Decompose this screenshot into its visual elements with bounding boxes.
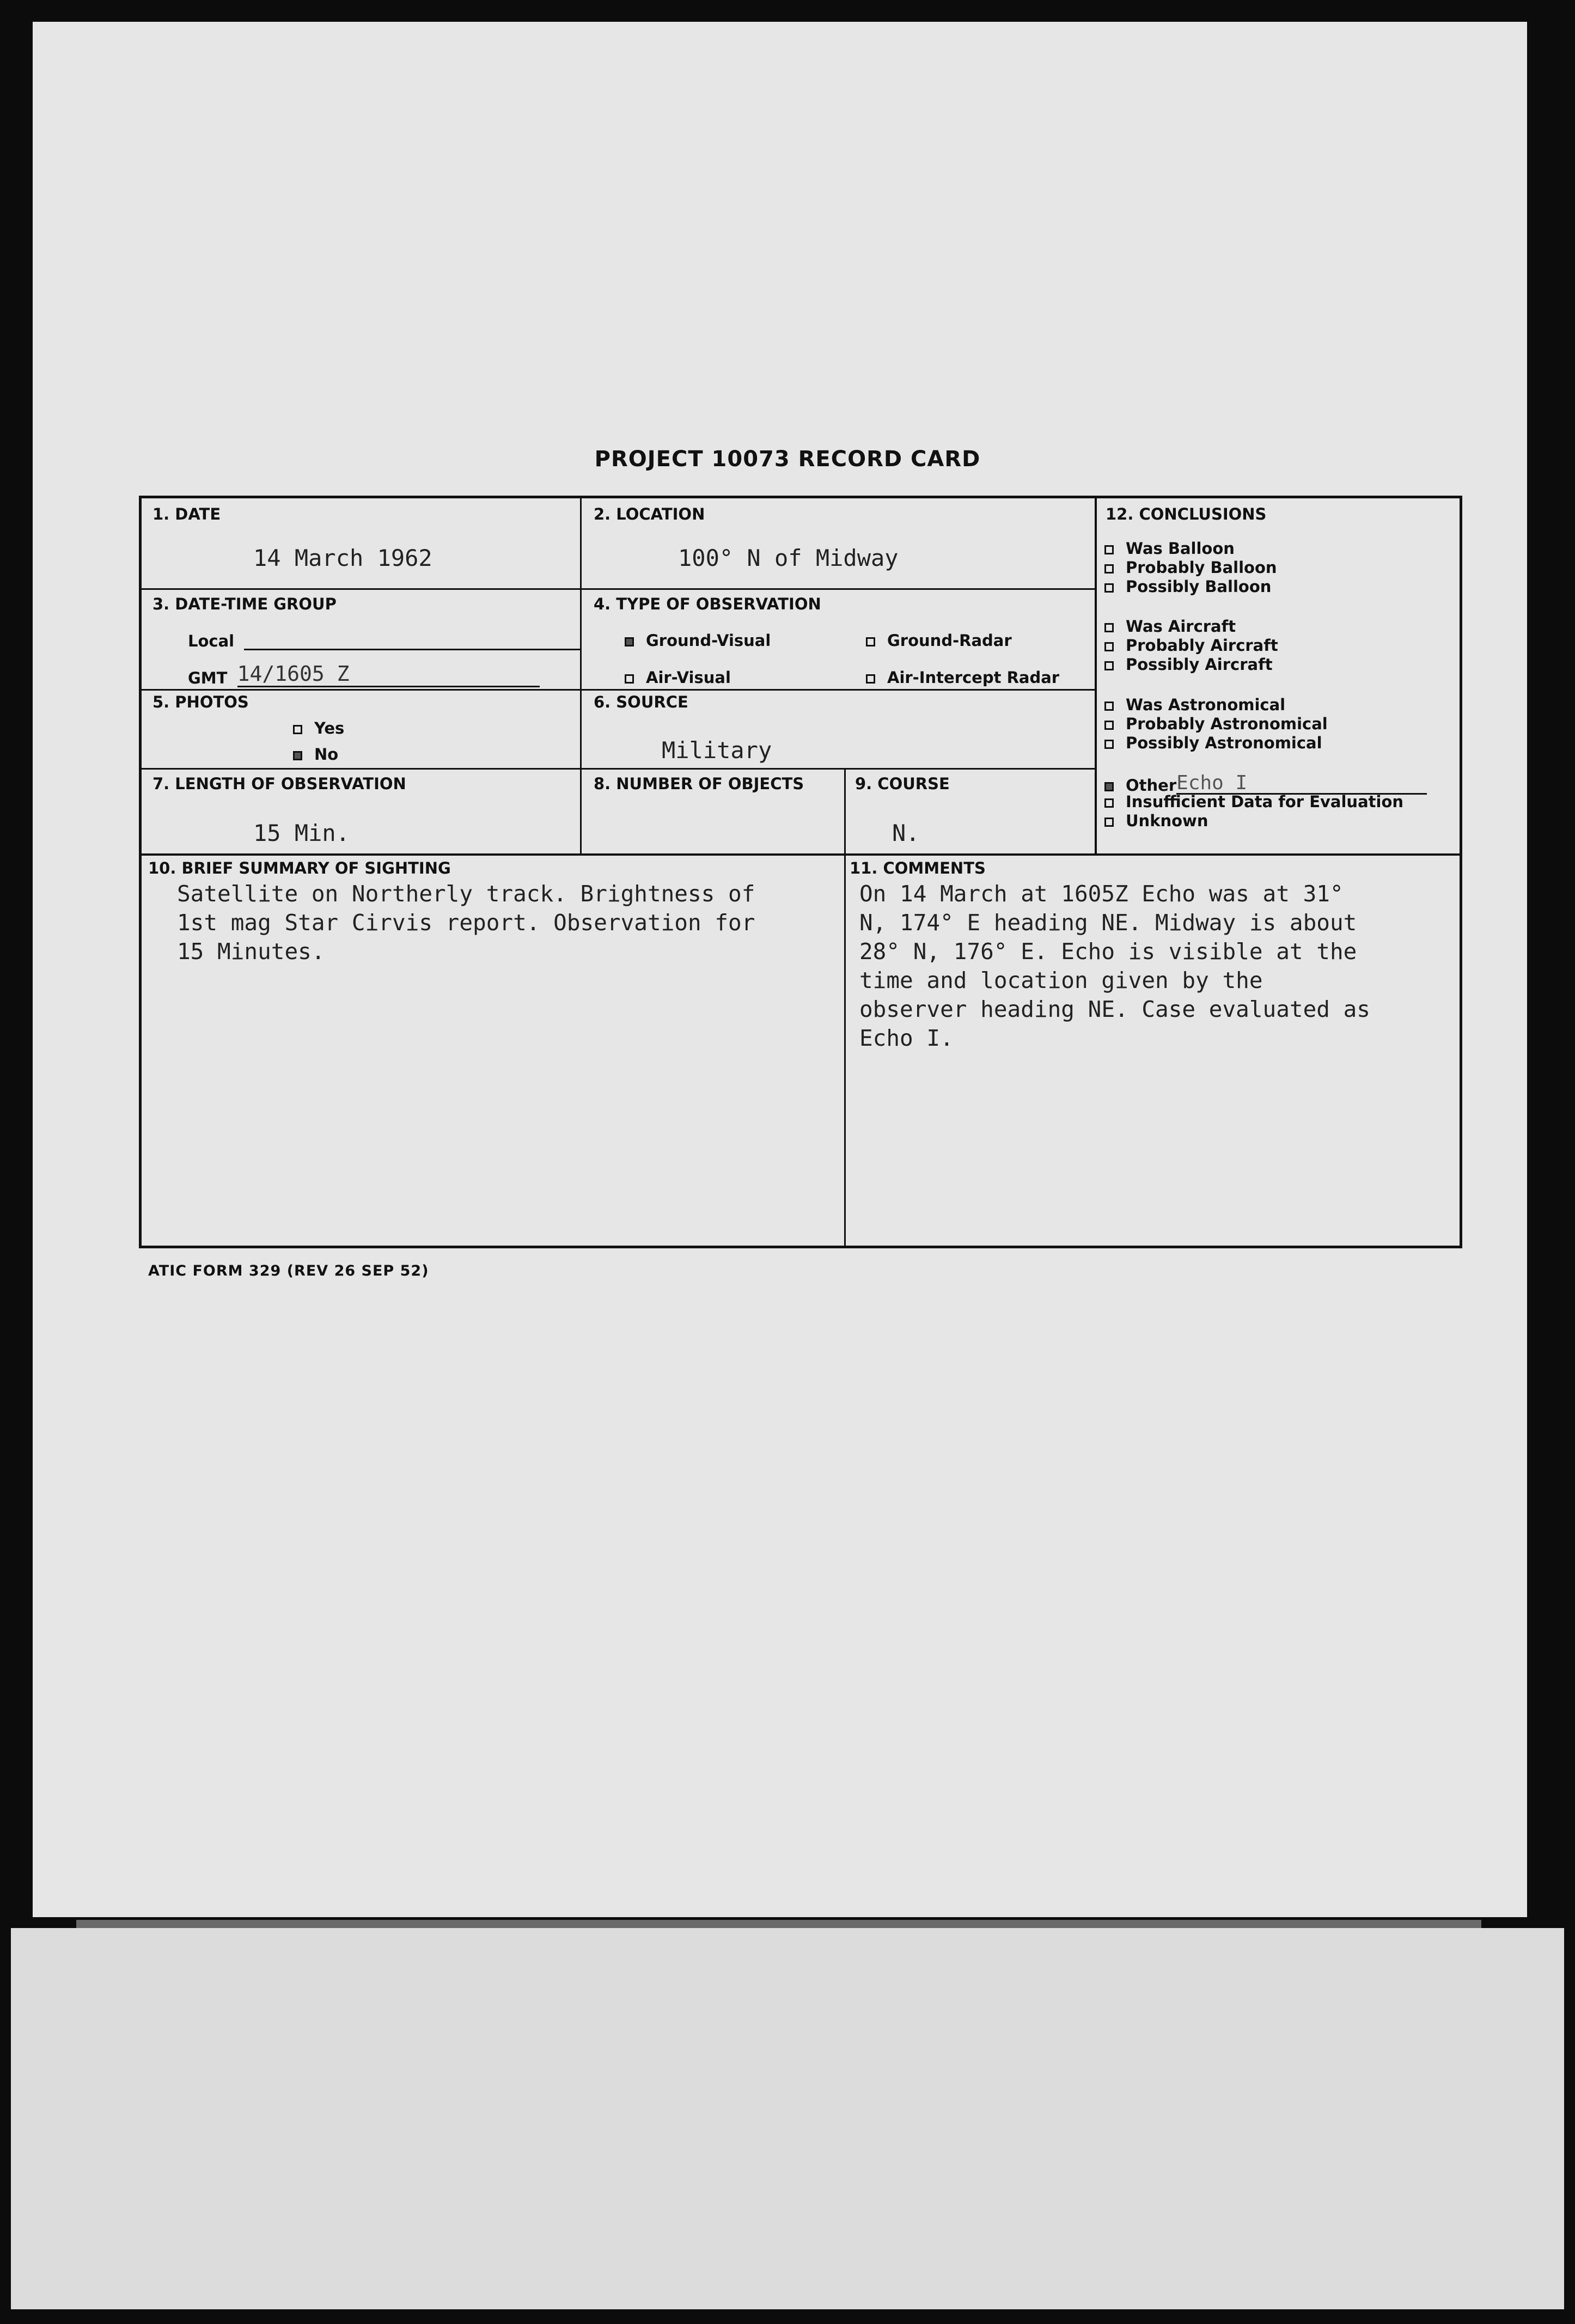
checkbox: [1104, 702, 1114, 711]
local-label: Local: [188, 632, 235, 650]
gmt-field: [188, 662, 540, 687]
option-ground-visual: Ground-Visual: [625, 631, 771, 650]
summary-label: 10. BRIEF SUMMARY OF SIGHTING: [148, 859, 451, 877]
location-value: 100° N of Midway: [678, 545, 899, 571]
option-air-visual: Air-Visual: [625, 668, 731, 687]
divider: [142, 853, 1460, 856]
form-number: ATIC FORM 329 (REV 26 SEP 52): [148, 1262, 429, 1279]
checkbox-air-intercept-radar: [866, 674, 875, 684]
course-value: N.: [892, 820, 920, 846]
conclusion-probably-astronomical: Probably Astronomical: [1104, 715, 1328, 733]
lower-margin: [11, 1928, 1564, 2309]
conclusion-was-astronomical: Was Astronomical: [1104, 696, 1285, 714]
local-field: [188, 632, 581, 650]
conclusion-was-balloon: Was Balloon: [1104, 539, 1235, 558]
conclusion-unknown: Unknown: [1104, 812, 1208, 830]
gmt-label: GMT: [188, 669, 228, 687]
divider: [580, 498, 582, 855]
date-label: 1. DATE: [152, 505, 221, 523]
comments-line: On 14 March at 1605Z Echo was at 31°: [859, 881, 1344, 907]
comments-text: [859, 880, 1370, 1053]
summary-line: Satellite on Northerly track. Brightness of: [177, 881, 755, 907]
conclusion-other-value: Echo I: [1176, 773, 1427, 795]
checkbox: [1104, 623, 1114, 632]
checkbox-photos-yes: [293, 725, 302, 734]
option-air-intercept-radar: Air-Intercept Radar: [866, 668, 1059, 687]
conclusion-possibly-aircraft: Possibly Aircraft: [1104, 655, 1273, 674]
type-of-observation-label: 4. TYPE OF OBSERVATION: [594, 595, 821, 613]
local-value: [244, 649, 581, 650]
divider: [1095, 498, 1097, 855]
checkbox: [1104, 782, 1114, 791]
number-of-objects-label: 8. NUMBER OF OBJECTS: [594, 774, 804, 793]
checkbox: [1104, 661, 1114, 670]
summary-line: 1st mag Star Cirvis report. Observation for: [177, 910, 755, 936]
course-label: 9. COURSE: [855, 774, 950, 793]
comments-line: Echo I.: [859, 1025, 954, 1051]
comments-line: 28° N, 176° E. Echo is visible at the: [859, 938, 1357, 965]
conclusion-possibly-balloon: Possibly Balloon: [1104, 577, 1271, 596]
location-label: 2. LOCATION: [594, 505, 705, 523]
checkbox: [1104, 583, 1114, 593]
date-value: 14 March 1962: [253, 545, 432, 571]
checkbox: [1104, 564, 1114, 574]
record-card: [139, 496, 1462, 1248]
photos-label: 5. PHOTOS: [152, 693, 249, 711]
date-time-group-label: 3. DATE-TIME GROUP: [152, 595, 337, 613]
checkbox: [1104, 740, 1114, 749]
conclusions-label: 12. CONCLUSIONS: [1106, 505, 1267, 523]
divider: [142, 689, 1095, 691]
divider: [142, 768, 1095, 770]
comments-line: time and location given by the: [859, 967, 1263, 993]
conclusion-other: OtherEcho I: [1104, 773, 1427, 795]
divider: [844, 768, 846, 1247]
card-title: PROJECT 10073 RECORD CARD: [594, 447, 981, 472]
summary-text: [177, 880, 755, 966]
summary-line: 15 Minutes.: [177, 938, 325, 965]
checkbox-photos-no: [293, 751, 302, 760]
source-label: 6. SOURCE: [594, 693, 688, 711]
checkbox-air-visual: [625, 674, 634, 684]
comments-line: N, 174° E heading NE. Midway is about: [859, 910, 1357, 936]
length-of-observation-value: 15 Min.: [253, 820, 350, 846]
conclusion-possibly-astronomical: Possibly Astronomical: [1104, 734, 1322, 752]
checkbox: [1104, 798, 1114, 808]
conclusion-was-aircraft: Was Aircraft: [1104, 617, 1236, 636]
gmt-value: 14/1605 Z: [237, 662, 540, 687]
conclusion-probably-balloon: Probably Balloon: [1104, 558, 1277, 577]
conclusion-probably-aircraft: Probably Aircraft: [1104, 636, 1278, 655]
divider: [142, 588, 1095, 590]
checkbox-ground-visual: [625, 637, 634, 646]
checkbox: [1104, 642, 1114, 651]
option-photos-yes: Yes: [293, 719, 344, 737]
option-photos-no: No: [293, 745, 338, 764]
conclusion-insufficient-data: Insufficient Data for Evaluation: [1104, 792, 1403, 811]
checkbox: [1104, 721, 1114, 730]
checkbox-ground-radar: [866, 637, 875, 646]
checkbox: [1104, 818, 1114, 827]
comments-label: 11. COMMENTS: [850, 859, 986, 877]
length-of-observation-label: 7. LENGTH OF OBSERVATION: [152, 774, 406, 793]
checkbox: [1104, 545, 1114, 554]
source-value: Military: [662, 737, 772, 764]
option-ground-radar: Ground-Radar: [866, 631, 1012, 650]
comments-line: observer heading NE. Case evaluated as: [859, 996, 1370, 1022]
